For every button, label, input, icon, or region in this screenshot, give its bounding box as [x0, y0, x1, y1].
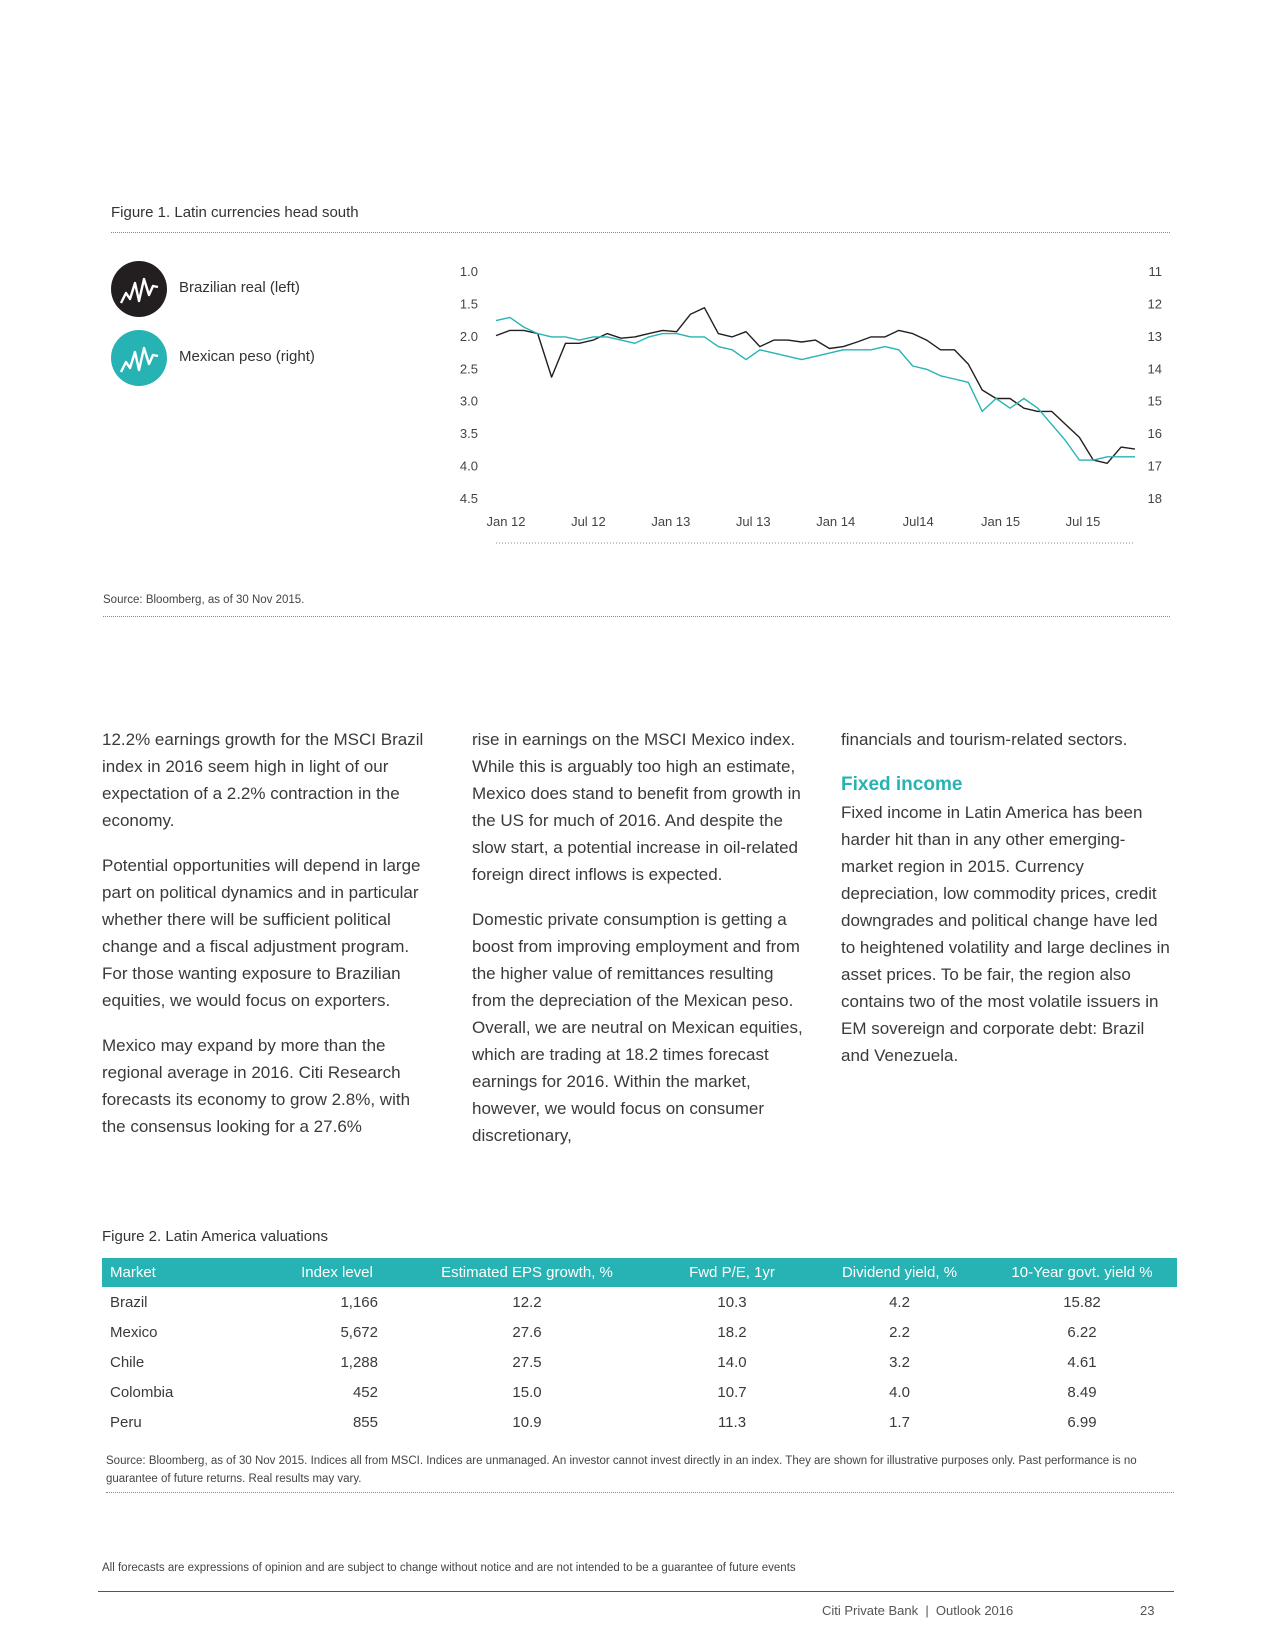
column-header-market: Market [102, 1258, 272, 1287]
right-axis-tick-label: 15 [1147, 393, 1162, 409]
cell-dividend-yield: 4.0 [889, 1383, 910, 1401]
right-axis-tick-label: 13 [1147, 328, 1162, 344]
col1-paragraph-2: Potential opportunities will depend in large part on political dynamics and in particular whether there will be sufficient political change and a fiscal adjustment program. For those wanting exposure to Brazilian equities, we would focus on exporters. [102, 856, 421, 1010]
cell-dividend-yield: 4.2 [889, 1293, 910, 1311]
x-axis-tick-label: Jul 12 [571, 514, 606, 529]
currency-line-chart [440, 255, 1180, 555]
table-row [102, 1407, 1177, 1437]
right-axis-tick-label: 18 [1147, 491, 1162, 506]
cell-govt-yield: 4.61 [1067, 1353, 1097, 1371]
cell-fwd-pe: 14.0 [717, 1353, 747, 1371]
publication-title: Citi Private Bank | Outlook 2016 [822, 1603, 1014, 1618]
col3-body: Fixed income in Latin America has been harder hit than in any other emerging-market region in 2015. Currency depreciation, low commodity prices, credit downgrades and political change have led to heightened volatility and large declines in asset prices. To be fair, the region also contains two of the most volatile issuers in EM sovereign and corporate debt: Brazil and Venezuela. [841, 803, 1170, 1065]
x-axis-tick-label: Jan 13 [651, 514, 691, 529]
cell-fwd-pe: 18.2 [717, 1323, 747, 1341]
figure2-bottom-rule [106, 1492, 1174, 1493]
left-axis-tick-label: 2.5 [459, 361, 478, 377]
figure1-top-rule [111, 232, 1170, 233]
column-header-eps-growth: Estimated EPS growth, % [402, 1258, 652, 1287]
cell-fwd-pe: 10.7 [717, 1383, 747, 1401]
cell-eps-growth: 27.5 [512, 1353, 542, 1371]
text-column-1 [102, 726, 437, 1158]
left-axis-tick-label: 3.0 [459, 393, 478, 409]
left-axis-tick-label: 3.5 [459, 426, 478, 442]
figure2-title: Figure 2. Latin America valuations [102, 1228, 328, 1245]
cell-market: Mexico [110, 1323, 158, 1341]
figure1-bottom-rule [103, 616, 1170, 617]
cell-index-level: 452 [352, 1383, 378, 1401]
cell-dividend-yield: 1.7 [889, 1413, 910, 1431]
cell-govt-yield: 15.82 [1063, 1293, 1101, 1311]
cell-market: Colombia [110, 1383, 174, 1401]
mexican-peso-legend-label: Mexican peso (right) [179, 348, 315, 365]
figure1-title: Figure 1. Latin currencies head south [111, 204, 359, 221]
x-axis-tick-label: Jan 15 [981, 514, 1021, 529]
left-axis-tick-label: 4.5 [459, 491, 478, 506]
right-axis-tick-label: 11 [1148, 264, 1162, 279]
x-axis-tick-label: Jul14 [902, 514, 934, 529]
cell-index-level: 1,166 [340, 1293, 378, 1311]
right-axis-tick-label: 16 [1147, 426, 1162, 442]
cell-govt-yield: 8.49 [1067, 1383, 1097, 1401]
cell-fwd-pe: 11.3 [717, 1413, 747, 1431]
col2-paragraph-2: Domestic private consumption is getting a boost from improving employment and from the higher value of remittances resulting from the depreciation of the Mexican peso. Overall, we are neutral on Mexican equities, which are trading at 18.2 times forecast earnings for 2016. Within the market, however, we would focus on consumer discretionary, [472, 910, 803, 1145]
cell-dividend-yield: 3.2 [889, 1353, 910, 1371]
column-header-index-level: Index level [272, 1258, 402, 1287]
table-row [102, 1317, 1177, 1347]
cell-eps-growth: 15.0 [512, 1383, 542, 1401]
col2-paragraph-1: rise in earnings on the MSCI Mexico index. While this is arguably too high an estimate, Mexico does stand to benefit from growth in the US for much of 2016. And despite the slow start, a potential increase in oil-related foreign direct inflows is expected. [472, 730, 801, 884]
cell-index-level: 1,288 [340, 1353, 378, 1371]
table-row [102, 1377, 1177, 1407]
col1-paragraph-1: 12.2% earnings growth for the MSCI Brazil index in 2016 seem high in light of our expectation of a 2.2% contraction in the economy. [102, 730, 424, 830]
cell-index-level: 855 [352, 1413, 378, 1431]
right-axis-tick-label: 12 [1147, 296, 1162, 312]
col3-intro: financials and tourism-related sectors. [841, 730, 1128, 749]
left-axis-tick-label: 4.0 [459, 458, 478, 474]
brazilian-real-legend-icon [111, 261, 167, 317]
text-column-3 [841, 726, 1176, 1087]
brazilian-real-series-line [496, 308, 1135, 464]
left-axis-tick-label: 1.0 [459, 264, 478, 279]
column-header-dividend-yield: Dividend yield, % [812, 1258, 987, 1287]
x-axis-tick-label: Jul 13 [735, 514, 771, 529]
table-row [102, 1347, 1177, 1377]
fixed-income-heading: Fixed income [841, 774, 963, 795]
figure1-source: Source: Bloomberg, as of 30 Nov 2015. [103, 594, 305, 606]
mexican-peso-series-line [496, 317, 1135, 460]
x-axis-tick-label: Jan 12 [486, 514, 526, 529]
cell-eps-growth: 27.6 [512, 1323, 542, 1341]
forecast-disclaimer: All forecasts are expressions of opinion and are subject to change without notice and are not intended to be a guarantee of future events [102, 1562, 796, 1574]
cell-market: Chile [110, 1353, 145, 1371]
cell-market: Brazil [110, 1293, 148, 1311]
x-axis-tick-label: Jul 15 [1065, 514, 1101, 529]
footer-rule [98, 1591, 1174, 1592]
table-row [102, 1287, 1177, 1317]
col1-paragraph-3: Mexico may expand by more than the regional average in 2016. Citi Research forecasts its economy to grow 2.8%, with the consensus looking for a 27.6% [102, 1036, 411, 1136]
cell-eps-growth: 10.9 [512, 1413, 542, 1431]
figure2-source: Source: Bloomberg, as of 30 Nov 2015. Indices all from MSCI. Indices are unmanaged. An investor cannot invest directly in an index. They are shown for illustrative purposes only. Past performance is no guarantee of future returns. Real results may vary. [106, 1455, 1137, 1485]
cell-fwd-pe: 10.3 [717, 1293, 747, 1311]
column-header-govt-yield: 10-Year govt. yield % [987, 1258, 1177, 1287]
left-axis-tick-label: 2.0 [459, 328, 478, 344]
brazilian-real-legend-label: Brazilian real (left) [179, 279, 300, 296]
cell-govt-yield: 6.99 [1067, 1413, 1097, 1431]
right-axis-tick-label: 14 [1147, 361, 1162, 377]
mexican-peso-legend-icon [111, 330, 167, 386]
valuations-table [102, 1258, 1177, 1437]
x-axis-tick-label: Jan 14 [816, 514, 856, 529]
column-header-fwd-pe: Fwd P/E, 1yr [652, 1258, 812, 1287]
cell-eps-growth: 12.2 [512, 1293, 542, 1311]
text-column-2 [472, 726, 807, 1167]
right-axis-tick-label: 17 [1147, 458, 1162, 474]
left-axis-tick-label: 1.5 [459, 296, 478, 312]
page-number: 23 [1140, 1603, 1155, 1618]
cell-dividend-yield: 2.2 [889, 1323, 910, 1341]
cell-govt-yield: 6.22 [1067, 1323, 1097, 1341]
cell-market: Peru [110, 1413, 142, 1431]
cell-index-level: 5,672 [340, 1323, 378, 1341]
table-header-row [102, 1258, 1177, 1287]
